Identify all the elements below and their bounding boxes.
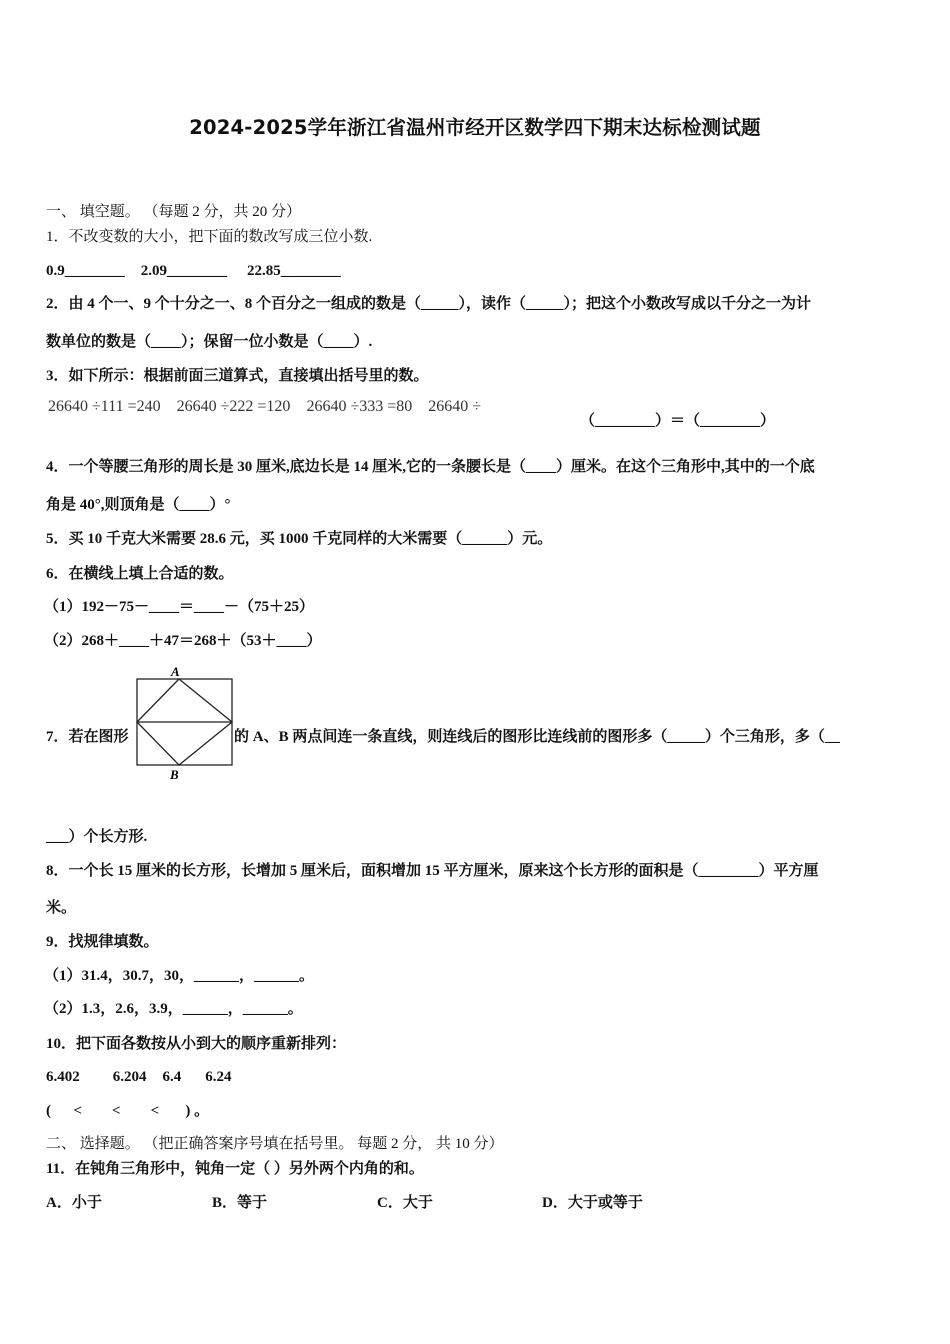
q11-option-b: B．等于 — [212, 1195, 268, 1211]
q10-num3: 6.4 — [162, 1069, 182, 1085]
q6-part2: （2）268＋____＋47＝268＋（53＋____） — [44, 633, 322, 649]
q1-blank-b: 2.09________ — [140, 263, 227, 279]
q3-eq3: 26640 ÷333 =80 — [306, 398, 413, 415]
q1-answers — [46, 261, 341, 281]
q6-text: 6．在横线上填上合适的数。 — [46, 566, 234, 582]
q11-option-a: A．小于 — [46, 1195, 102, 1211]
q2-line1: 2．由 4 个一、9 个十分之一、8 个百分之一组成的数是（_____），读作（_____）；把这个小数改写成以千分之一为计 — [46, 296, 812, 312]
q5-text: 5．买 10 千克大米需要 28.6 元，买 1000 千克同样的大米需要（______）元。 — [46, 531, 553, 547]
q8-line1: 8．一个长 15 厘米的长方形，长增加 5 厘米后，面积增加 15 平方厘米，原来这个长方形的面积是（________）平方厘 — [46, 863, 819, 879]
q10-num1: 6.402 — [46, 1069, 80, 1085]
q3-eq4-blanks: （________）＝（________） — [580, 413, 776, 429]
section1-heading: 一、 填空题。 （每题 2 分，共 20 分） — [46, 204, 302, 220]
q10-num2: 6.204 — [112, 1069, 147, 1085]
point-b-label: B — [170, 767, 179, 782]
page-title: 2024-2025学年浙江省温州市经开区数学四下期末达标检测试题 — [189, 116, 761, 139]
q4-line1: 4．一个等腰三角形的周长是 30 厘米,底边长是 14 厘米,它的一条腰长是（____）厘米。在这个三角形中,其中的一个底 — [46, 459, 815, 475]
q10-num4: 6.24 — [205, 1069, 232, 1085]
section2-heading: 二、 选择题。 （把正确答案序号填在括号里。 每题 2 分， 共 10 分） — [46, 1136, 504, 1152]
q2-line2: 数单位的数是（____）；保留一位小数是（____）. — [46, 334, 373, 350]
q7-prefix: 7．若在图形 — [46, 729, 129, 745]
q4-line2: 角是 40°,则顶角是（____）° — [46, 497, 231, 513]
q3-equations — [48, 397, 481, 417]
q3-eq1: 26640 ÷111 =240 — [48, 398, 161, 415]
q9-part2: （2）1.3，2.6，3.9，______，______。 — [44, 1001, 303, 1017]
q1-text: 1．不改变数的大小，把下面的数改写成三位小数. — [46, 229, 373, 245]
rhombus-in-rectangle-figure — [134, 664, 236, 787]
q1-blank-a: 0.9________ — [46, 263, 125, 279]
q6-part1: （1）192－75－____＝____－（75＋25） — [44, 599, 315, 615]
q7-suffix: 的 A、B 两点间连一条直线，则连线后的图形比连线前的图形多（_____）个三角形，多（__ — [234, 729, 840, 745]
q11-option-c: C．大于 — [377, 1195, 433, 1211]
q7-line2: ___）个长方形. — [46, 829, 148, 845]
q8-line2: 米。 — [46, 900, 77, 916]
q3-text: 3．如下所示：根据前面三道算式，直接填出括号里的数。 — [46, 368, 429, 384]
q10-text: 10．把下面各数按从小到大的顺序重新排列： — [46, 1036, 347, 1052]
q3-eq4: 26640 ÷ — [428, 398, 482, 415]
q10-order-blanks: ( < < < ) 。 — [46, 1103, 210, 1119]
q9-part1: （1）31.4，30.7，30，______，______。 — [44, 968, 315, 984]
q10-numbers — [46, 1067, 232, 1087]
point-a-label: A — [171, 664, 180, 679]
q9-text: 9．找规律填数。 — [46, 934, 159, 950]
q11-text: 11．在钝角三角形中，钝角一定（ ）另外两个内角的和。 — [46, 1161, 424, 1177]
q11-option-d: D．大于或等于 — [542, 1195, 643, 1211]
q3-eq2: 26640 ÷222 =120 — [176, 398, 291, 415]
q1-blank-c: 22.85________ — [247, 263, 341, 279]
